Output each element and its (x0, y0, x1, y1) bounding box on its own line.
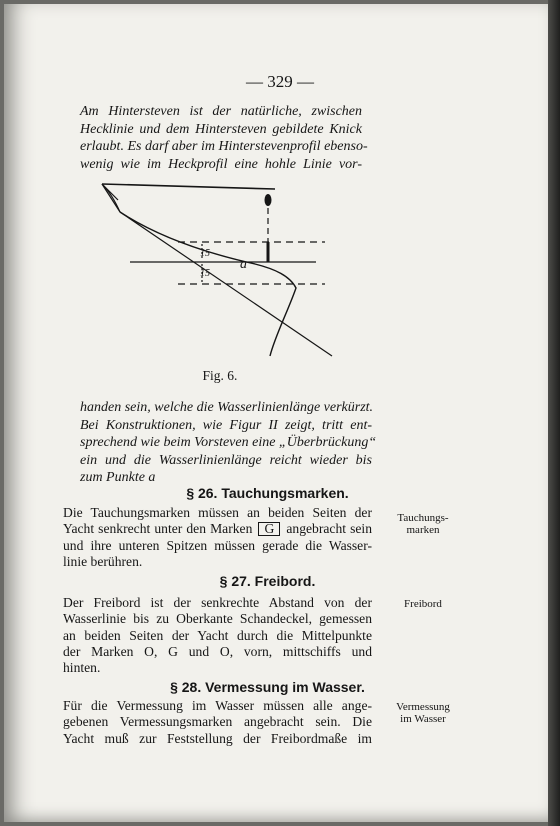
section-26-margin-note (378, 512, 468, 536)
intro-line: Hecklinie und dem Hintersteven gebildete Knick (80, 121, 362, 137)
deck-line (102, 184, 275, 189)
section-28-line: Yacht muß zur Feststellung der Freibordmaße im (63, 730, 372, 746)
point-label-a: a (240, 257, 247, 272)
margin-note-line: im Wasser (400, 713, 446, 725)
section-26-body (63, 505, 372, 570)
counter-line (102, 184, 120, 212)
section-26-heading: § 26. Tauchungsmarken. (186, 485, 349, 501)
dimension-label-upper: 15 (200, 248, 210, 259)
book-binding-edge (548, 0, 560, 826)
continuation-paragraph (80, 399, 377, 487)
intro-paragraph (80, 103, 368, 173)
section-28-margin-note (378, 701, 468, 725)
section-28-heading: § 28. Vermessung im Wasser. (170, 679, 365, 695)
section-26-line-part: angebracht sein (286, 521, 373, 537)
section-26-line-with-mark (63, 521, 372, 537)
page-number: — 329 — (246, 72, 314, 91)
continuation-line: ein und die Wasserlinienlänge reicht wieder bis (80, 452, 372, 468)
section-27-line: der Marken O, G und O, vorn, mittschiffs und (63, 643, 372, 659)
mark-ellipse (265, 194, 272, 206)
section-26-line: und ihre unteren Spitzen müssen gerade die Wasser- (63, 537, 372, 553)
intro-line: Am Hintersteven ist der natürliche, zwischen (80, 104, 362, 119)
section-26-line-part: Yacht senkrecht unter den Marken (63, 521, 253, 537)
continuation-line: zum Punkte a (80, 470, 156, 485)
intro-line: erlaubt. Es darf aber im Hinterstevenprofil ebenso- (80, 139, 368, 154)
section-28-line: Für die Vermessung im Wasser müssen alle ange- (63, 698, 372, 713)
margin-note-line: marken (406, 524, 440, 536)
continuation-line: Bei Konstruktionen, wie Figur II zeigt, tritt ent- (80, 417, 372, 433)
dimension-label-lower: 15 (200, 268, 210, 279)
section-27-body (63, 595, 372, 676)
section-26-line: linie berühren. (63, 553, 143, 569)
figure-caption: Fig. 6. (202, 368, 238, 383)
g-mark-box: G (258, 522, 280, 536)
margin-note-line: Tauchungs- (397, 512, 449, 524)
section-26-line: Die Tauchungsmarken müssen an beiden Seiten der (63, 505, 372, 520)
section-27-line: an beiden Seiten der Yacht durch die Mittelpunkte (63, 627, 372, 643)
section-27-heading: § 27. Freibord. (219, 573, 316, 589)
section-28-line: gebenen Vermessungsmarken angebracht sein. Die (63, 714, 372, 730)
continuation-line: sprechend wie beim Vorsteven eine „Überbrückung“ (80, 435, 377, 450)
continuation-line: handen sein, welche die Wasserlinienlänge verkürzt. (80, 400, 374, 415)
section-28-body (63, 698, 372, 747)
stern-profile-figure (90, 176, 350, 366)
section-27-margin-note: Freibord (404, 598, 442, 610)
section-27-line: hinten. (63, 660, 101, 676)
counter-hatch (102, 184, 118, 200)
section-27-line: Der Freibord ist der senkrechte Abstand von der (63, 595, 372, 610)
intro-line: wenig wie im Heckprofil eine hohle Linie vor- (80, 156, 362, 172)
section-27-line: Wasserlinie bis zu Oberkante Schandeckel, gemessen (63, 611, 372, 627)
margin-note-line: Vermessung (396, 701, 450, 713)
